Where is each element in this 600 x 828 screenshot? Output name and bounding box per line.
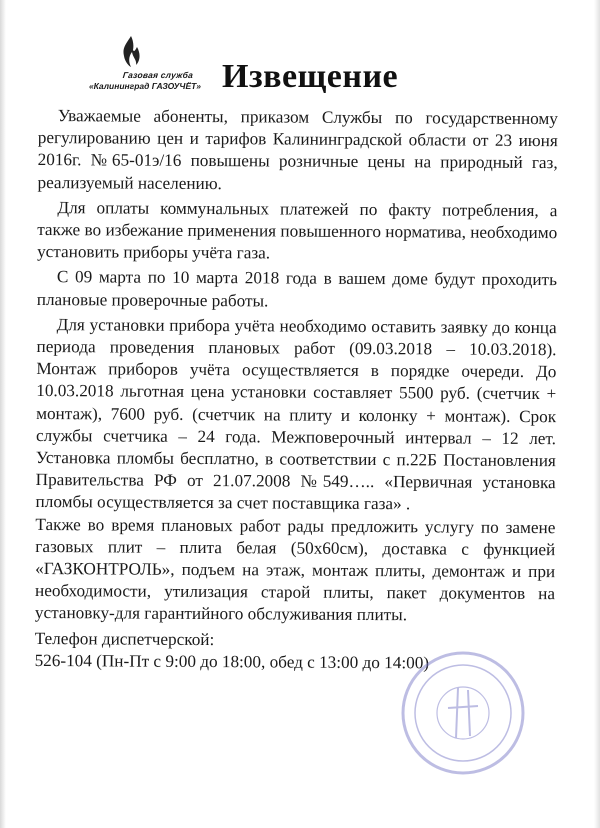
- paragraph-price-increase: Уважаемые абоненты, приказом Службы по государственному регулированию цен и тарифов Калининградской области от 23 июня 2016г. №65-01э/16 повышены розничные цены на природный газ, реализуемый населению.: [37, 106, 558, 193]
- logo-line-1: Газовая служба: [122, 70, 194, 80]
- page-title: Извещение: [222, 58, 399, 95]
- company-logo: [88, 28, 218, 98]
- logo-line-2: «Калининград ГАЗОУЧЁТ»: [88, 81, 202, 91]
- contact-phone: 526-104 (Пн-Пт с 9:00 до 18:00, обед с 13:00 до 14:00): [34, 650, 430, 673]
- notice-body: [35, 105, 558, 675]
- round-seal-stamp: [398, 648, 528, 778]
- page-shadow-left: [0, 0, 6, 828]
- paragraph-meter-requirement: Для оплаты коммунальных платежей по факту потребления, а также во избежание применения повышенного норматива, необходимо установить приборы учёта газа.: [37, 197, 558, 263]
- paragraph-inspection-dates: С 09 марта по 10 марта 2018 года в вашем доме будут проходить плановые проверочные работы.: [36, 267, 557, 311]
- paragraph-stove-replacement: Также во время плановых работ рады предложить услугу по замене газовых плит – плита белая (50х60см), доставка с функцией «ГАЗКОНТРОЛЬ», подъем на этаж, монтаж плиты, демонтаж и при необходимости, утилизация старой плиты, пакет документов на установку-для гарантийного обслуживания плиты.: [34, 514, 556, 625]
- flame-icon: [116, 34, 146, 70]
- paragraph-installation-terms: Для установки прибора учёта необходимо оставить заявку до конца периода проведения плановых работ (09.03.2018 – 10.03.2018). Монтаж приборов учёта осуществляется в порядке очереди. До 10.03.2018 льготная цена установки составляет 5500 руб. (счетчик + монтаж), 7600 руб. (счетчик на плиту и колонку + монтаж). Срок службы счетчика – 24 года. Межповерочный интервал – 12 лет. Установка пломбы бесплатно, в соответствии с п.22Б Постановления Правительства РФ от 21.07.2008 №549….. «Первичная установка пломбы осуществляется за счет поставщика газа» .: [35, 314, 557, 514]
- contact-label: Телефон диспетчерской:: [34, 628, 215, 649]
- page-shadow-right: [594, 0, 600, 828]
